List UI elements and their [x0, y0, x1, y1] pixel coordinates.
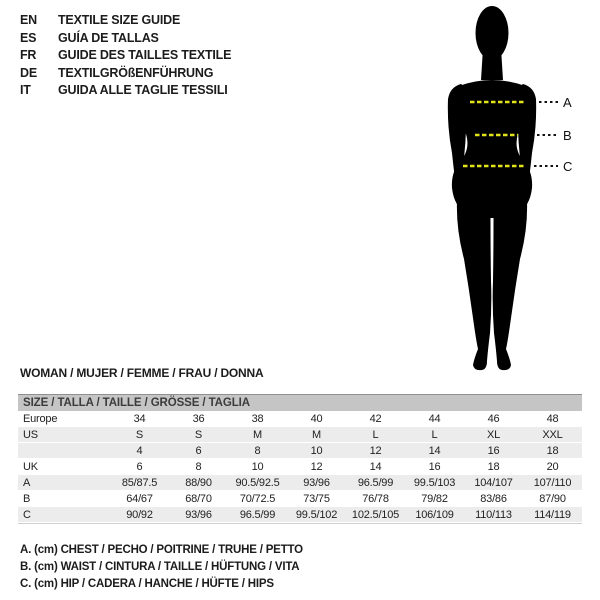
size-cell: 107/110 — [533, 476, 572, 489]
size-cell: 64/67 — [126, 492, 153, 505]
table-row-numeric — [18, 443, 582, 459]
language-label: GUÍA DE TALLAS — [58, 30, 159, 45]
language-code: IT — [20, 83, 31, 97]
size-cell: 48 — [546, 412, 559, 425]
language-row-en — [20, 12, 231, 30]
size-table — [18, 394, 582, 524]
legend-item: A. (cm) CHEST / PECHO / POITRINE / TRUHE / PETTO — [20, 544, 303, 556]
language-row-fr — [20, 47, 231, 65]
size-cell: 96.5/99 — [357, 476, 394, 489]
language-label: TEXTILE SIZE GUIDE — [58, 13, 181, 27]
size-cell: 16 — [487, 444, 500, 457]
language-row-it — [20, 82, 231, 100]
language-label: TEXTILGRÖßENFÜHRUNG — [58, 65, 214, 80]
size-cell: 12 — [369, 444, 382, 457]
size-cell: M — [253, 428, 262, 441]
size-cell: 104/107 — [474, 476, 513, 489]
table-row-c — [18, 507, 582, 523]
woman-figure — [430, 0, 590, 378]
size-cell: 87/90 — [539, 492, 566, 505]
language-code: ES — [20, 30, 37, 45]
measure-label-c: C — [563, 159, 573, 174]
size-cell: XL — [486, 428, 501, 441]
size-cell: 18 — [546, 444, 559, 457]
size-cell: 14 — [369, 460, 382, 473]
language-label: GUIDE DES TAILLES TEXTILE — [58, 48, 232, 62]
row-label: C — [23, 508, 31, 521]
size-cell: 76/78 — [362, 492, 389, 505]
table-row-us — [18, 427, 582, 443]
measure-label-a: A — [563, 95, 572, 110]
size-cell: 8 — [254, 444, 261, 457]
size-cell: 6 — [195, 444, 202, 457]
size-cell: L — [431, 428, 438, 441]
table-row-a — [18, 475, 582, 491]
size-cell: 106/109 — [415, 508, 454, 521]
silhouette-right-leg — [493, 196, 527, 370]
size-cell: L — [372, 428, 379, 441]
size-cell: 20 — [546, 460, 559, 473]
row-label: A — [23, 476, 31, 489]
silhouette-left-leg — [457, 196, 491, 370]
measure-label-b: B — [563, 128, 572, 143]
table-row-b — [18, 491, 582, 507]
table-row-europe — [18, 411, 582, 427]
size-cell: 4 — [136, 444, 143, 457]
size-cell: 34 — [133, 412, 146, 425]
size-cell: 88/90 — [185, 476, 212, 489]
size-cell: 6 — [136, 460, 143, 473]
size-cell: S — [194, 428, 203, 441]
table-row-uk — [18, 459, 582, 475]
size-cell: 83/86 — [480, 492, 507, 505]
size-cell: 38 — [251, 412, 264, 425]
size-cell: 93/96 — [303, 476, 330, 489]
size-cell: 44 — [428, 412, 441, 425]
size-cell: 42 — [369, 412, 382, 425]
size-cell: 40 — [310, 412, 323, 425]
language-code: DE — [20, 65, 37, 80]
silhouette-left-arm — [448, 84, 466, 198]
row-label: US — [23, 428, 38, 441]
size-cell: S — [135, 428, 144, 441]
size-cell: 16 — [428, 460, 441, 473]
silhouette-neck — [481, 48, 503, 80]
size-cell: 85/87.5 — [121, 476, 158, 489]
size-cell: 14 — [428, 444, 441, 457]
legend-item: C. (cm) HIP / CADERA / HANCHE / HÜFTE / HIPS — [20, 578, 274, 590]
size-cell: 110/113 — [475, 508, 512, 521]
woman-silhouette-svg — [430, 0, 590, 378]
language-row-es — [20, 30, 231, 48]
language-code: EN — [20, 13, 37, 27]
size-cell: 70/72.5 — [239, 492, 276, 505]
legend-item: B. (cm) WAIST / CINTURA / TAILLE / HÜFTUNG / VITA — [20, 561, 300, 573]
language-row-de — [20, 65, 231, 83]
size-cell: 46 — [487, 412, 500, 425]
size-cell: 102.5/105 — [351, 508, 400, 521]
size-table-header: SIZE / TALLA / TAILLE / GRÖSSE / TAGLIA — [18, 394, 582, 411]
size-cell: 8 — [195, 460, 202, 473]
size-cell: 18 — [487, 460, 500, 473]
size-cell: 93/96 — [185, 508, 212, 521]
size-cell: 73/75 — [303, 492, 330, 505]
size-cell: M — [312, 428, 321, 441]
size-cell: 36 — [192, 412, 205, 425]
row-label: Europe — [23, 412, 58, 425]
size-cell: 96.5/99 — [239, 508, 276, 521]
language-code: FR — [20, 48, 37, 62]
size-cell: 12 — [310, 460, 323, 473]
measure-legend — [20, 542, 303, 593]
size-cell: 68/70 — [185, 492, 212, 505]
size-cell: 99.5/103 — [413, 476, 456, 489]
size-cell: 90.5/92.5 — [235, 476, 280, 489]
size-cell: 99.5/102 — [295, 508, 338, 521]
section-title: WOMAN / MUJER / FEMME / FRAU / DONNA — [20, 366, 264, 380]
row-label: UK — [23, 460, 38, 473]
size-cell: XXL — [542, 428, 563, 441]
language-list — [20, 12, 231, 100]
size-table-body — [18, 411, 582, 523]
size-cell: 90/92 — [126, 508, 153, 521]
row-label: B — [23, 492, 31, 505]
size-cell: 10 — [310, 444, 323, 457]
language-label: GUIDA ALLE TAGLIE TESSILI — [58, 83, 228, 97]
woman-silhouette — [448, 6, 536, 370]
size-cell: 114/119 — [534, 508, 571, 521]
size-cell: 10 — [251, 460, 264, 473]
size-cell: 79/82 — [421, 492, 448, 505]
